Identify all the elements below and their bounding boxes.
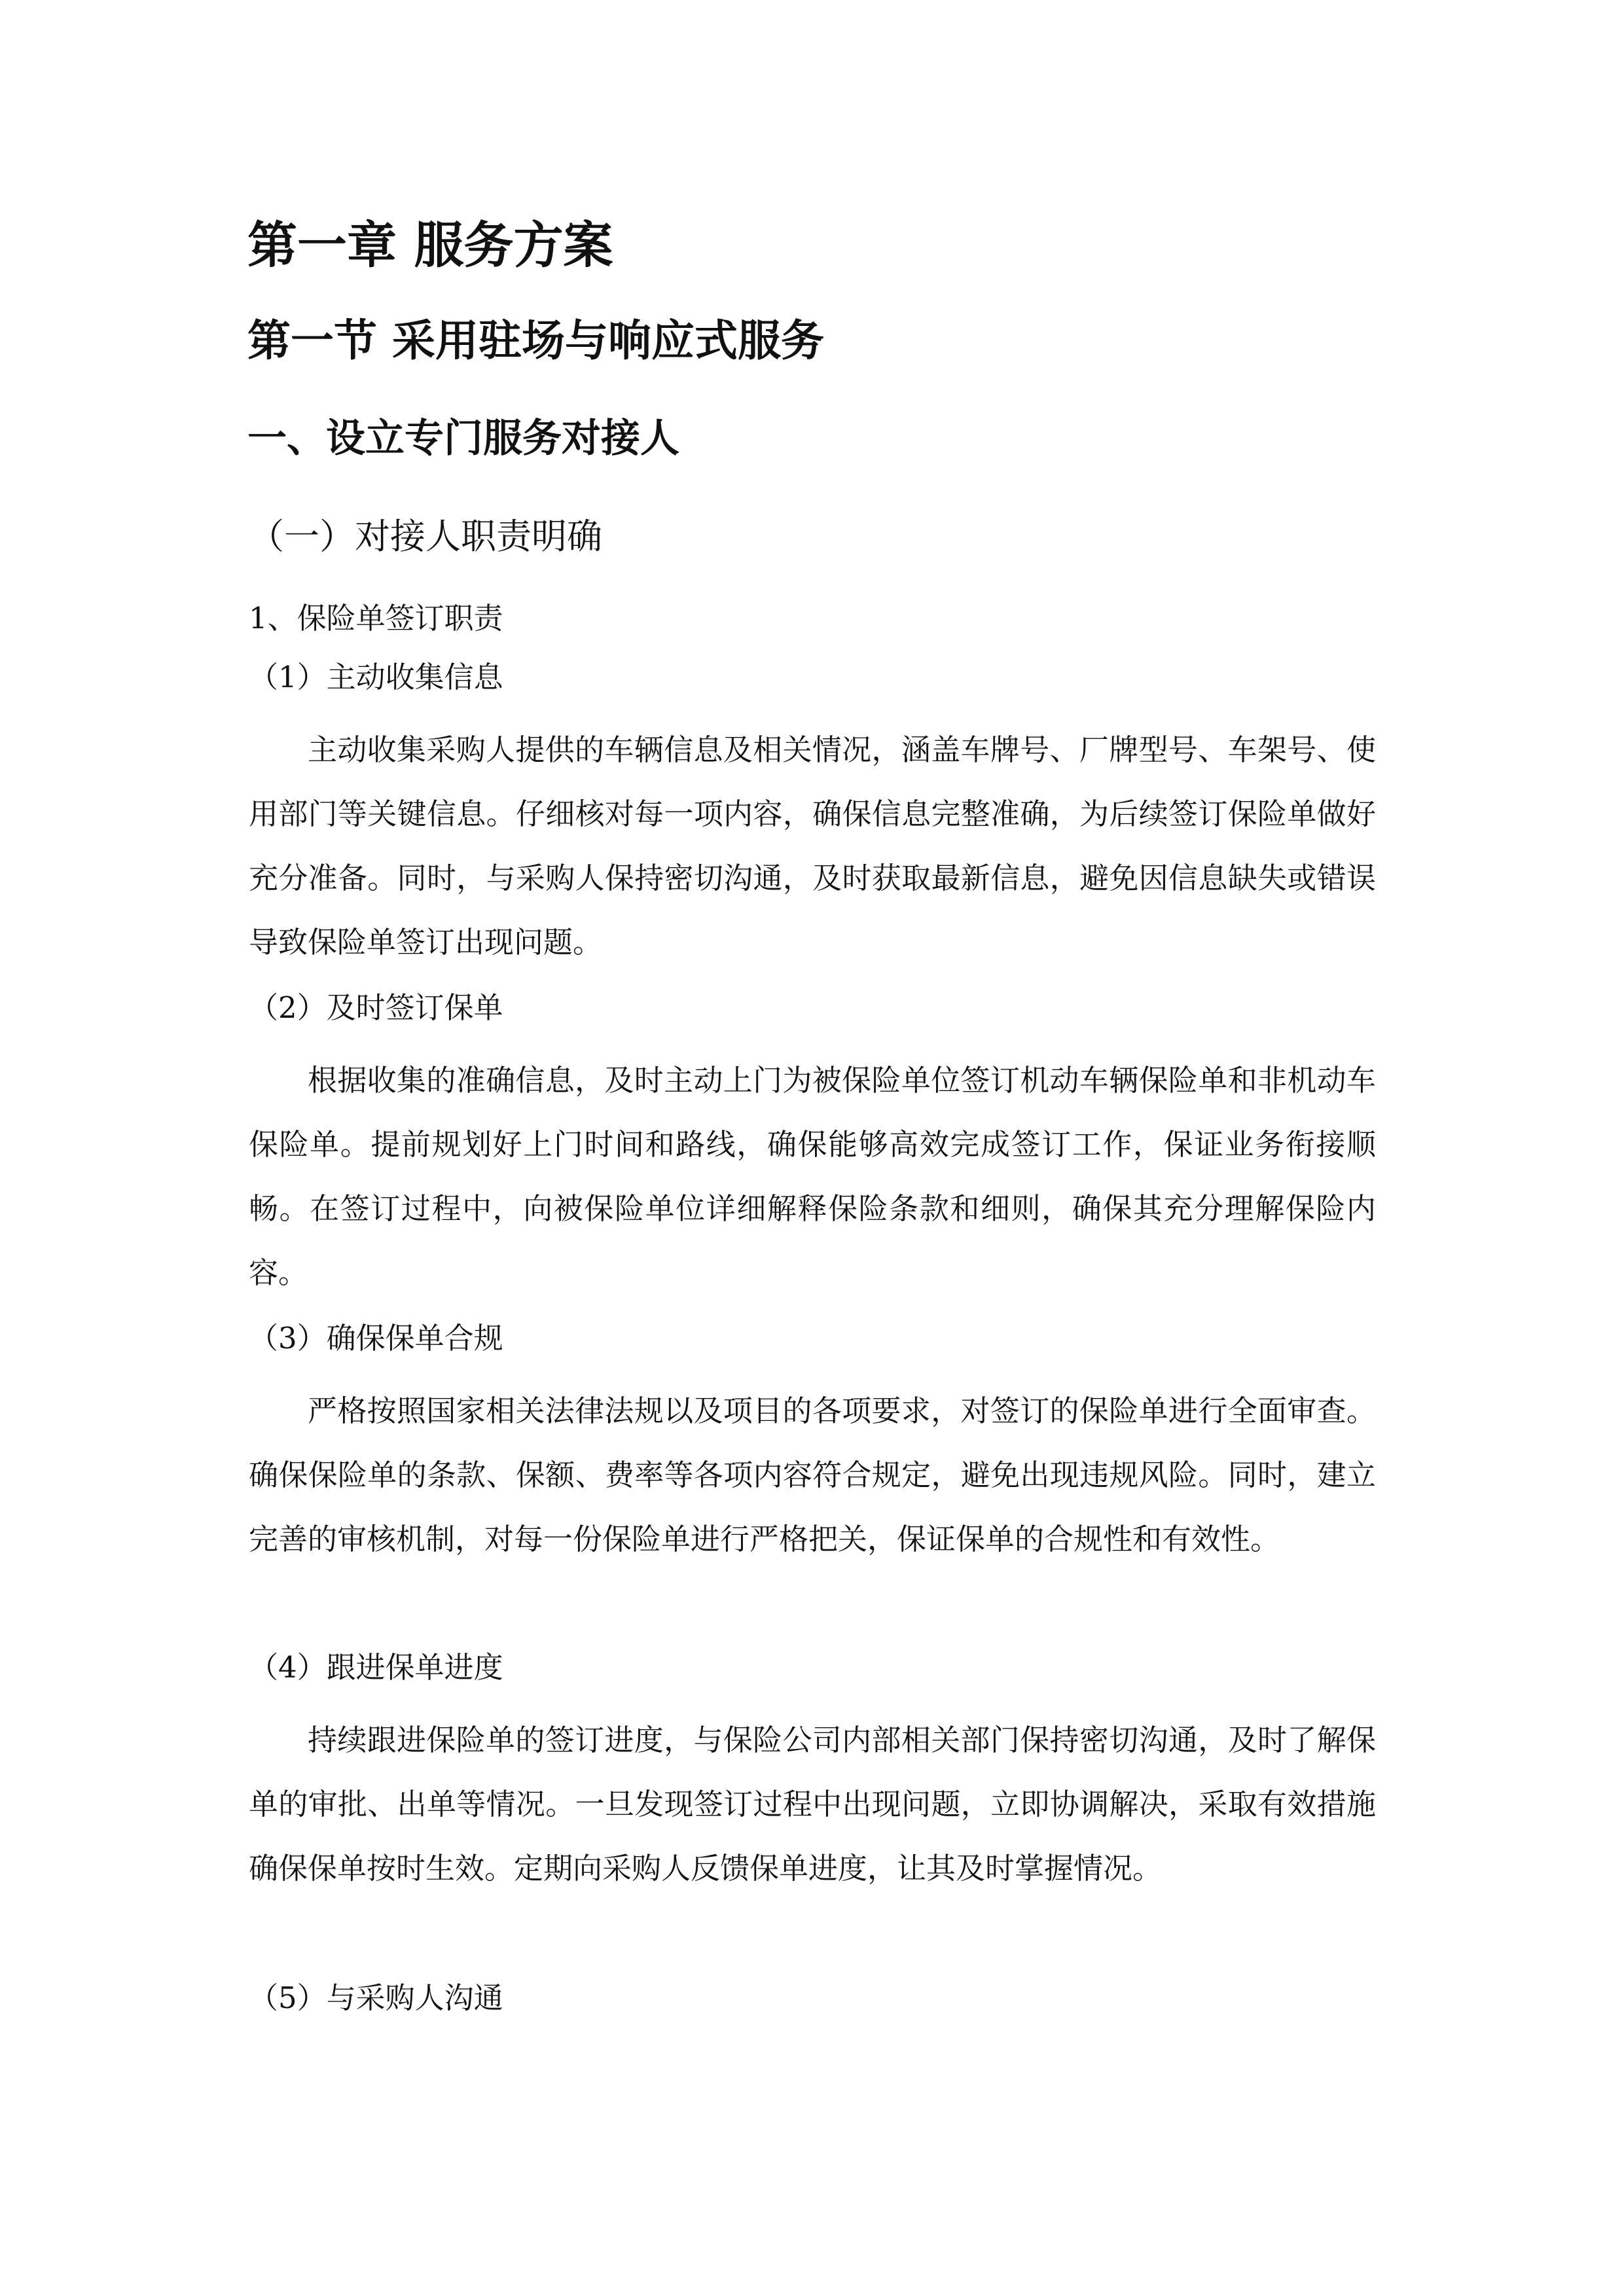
item-5-label: （5）与采购人沟通	[249, 1981, 503, 2015]
item-3-label: （3）确保保单合规	[249, 1321, 503, 1355]
item-4-label: （4）跟进保单进度	[249, 1650, 503, 1685]
heading-2: （一）对接人职责明确	[249, 516, 602, 557]
item-4-paragraph: 持续跟进保险单的签订进度，与保险公司内部相关部门保持密切沟通，及时了解保单的审批、出单等情况。一旦发现签订过程中出现问题，立即协调解决，采取有效措施确保保单按时生效。定期向采购人反馈保单进度，让其及时掌握情况。	[249, 1723, 1376, 1886]
heading-1: 一、设立专门服务对接人	[247, 416, 679, 461]
item-1-paragraph: 主动收集采购人提供的车辆信息及相关情况，涵盖车牌号、厂牌型号、车架号、使用部门等关键信息。仔细核对每一项内容，确保信息完整准确，为后续签订保险单做好充分准备。同时，与采购人保持密切沟通，及时获取最新信息，避免因信息缺失或错误导致保险单签订出现问题。	[249, 732, 1376, 960]
heading-3: 1、保险单签订职责	[249, 601, 503, 636]
item-3-paragraph: 严格按照国家相关法律法规以及项目的各项要求，对签订的保险单进行全面审查。确保保险单的条款、保额、费率等各项内容符合规定，避免出现违规风险。同时，建立完善的审核机制，对每一份保险单进行严格把关，保证保单的合规性和有效性。	[249, 1393, 1376, 1556]
item-1-label: （1）主动收集信息	[249, 660, 503, 694]
item-2-label: （2）及时签订保单	[249, 990, 503, 1025]
item-2-paragraph: 根据收集的准确信息，及时主动上门为被保险单位签订机动车辆保险单和非机动车保险单。提前规划好上门时间和路线，确保能够高效完成签订工作，保证业务衔接顺畅。在签订过程中，向被保险单位详细解释保险条款和细则，确保其充分理解保险内容。	[249, 1063, 1376, 1290]
chapter-title: 第一章 服务方案	[247, 216, 613, 274]
section-title: 第一节 采用驻场与响应式服务	[247, 315, 824, 366]
